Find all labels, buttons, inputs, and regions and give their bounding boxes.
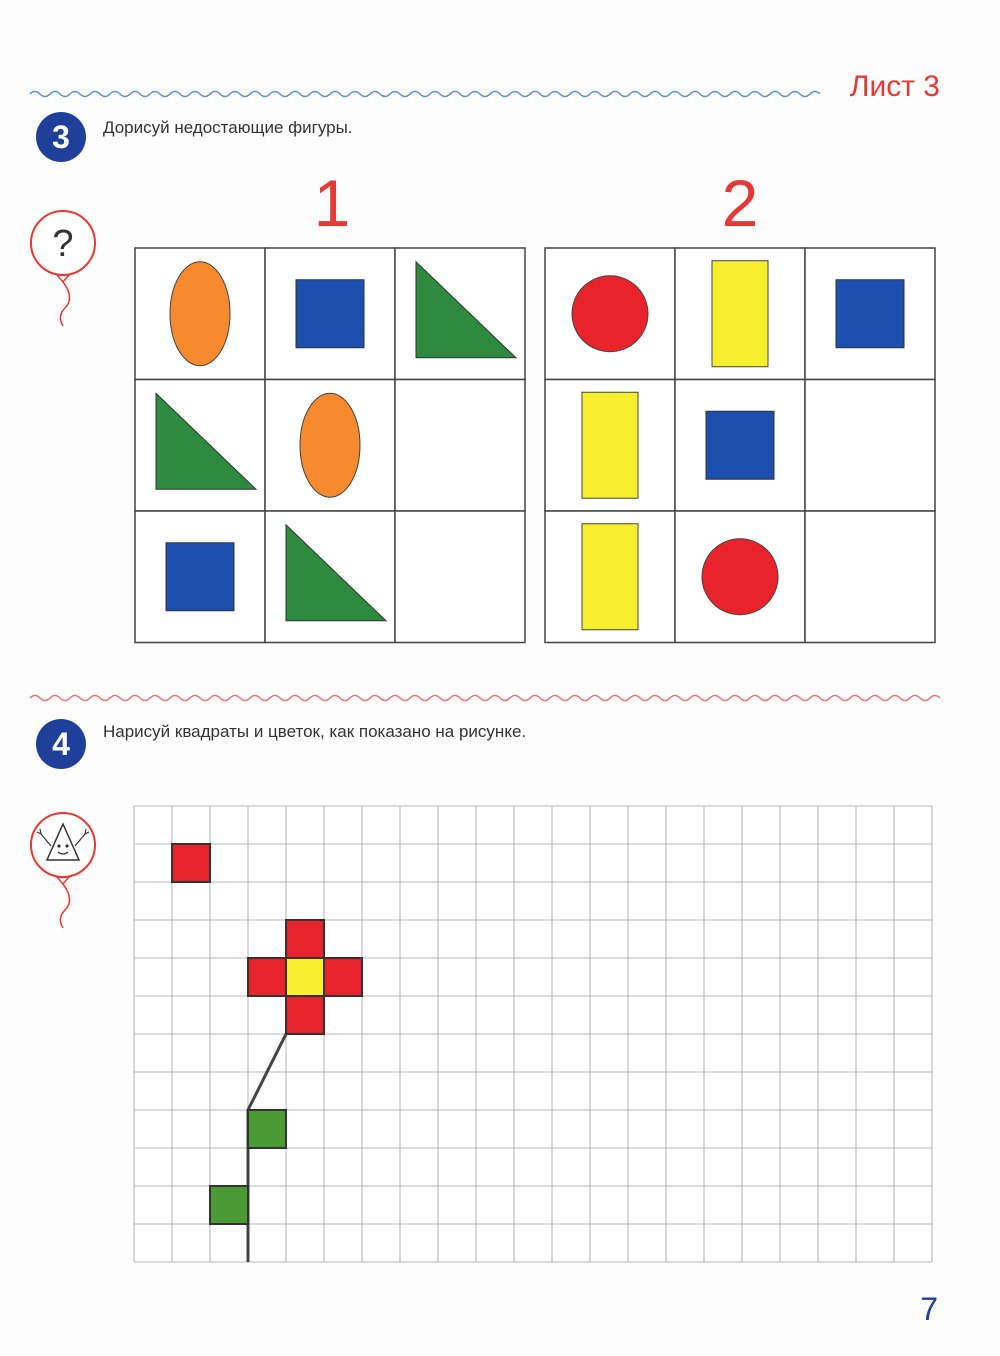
grid-2-label: 2 bbox=[721, 166, 759, 240]
sheet-label: Лист 3 bbox=[849, 70, 940, 103]
red-filled-square bbox=[286, 920, 324, 958]
task-number-badge: 3 bbox=[36, 112, 86, 162]
red-circle-shape bbox=[572, 276, 648, 352]
middle-divider bbox=[30, 692, 935, 704]
svg-text:?: ? bbox=[52, 223, 74, 265]
yellow-rectangle-shape bbox=[582, 524, 638, 630]
yellow-filled-square bbox=[286, 958, 324, 996]
yellow-rectangle-shape bbox=[712, 261, 768, 367]
red-circle-shape bbox=[702, 539, 778, 615]
question-balloon-icon bbox=[25, 208, 105, 328]
red-filled-square bbox=[286, 996, 324, 1034]
green-filled-square bbox=[210, 1186, 248, 1224]
green-filled-square bbox=[248, 1110, 286, 1148]
blue-square-shape bbox=[166, 543, 234, 611]
red-filled-square bbox=[172, 844, 210, 882]
page-number: 7 bbox=[920, 1291, 938, 1327]
triangle-character-balloon-icon bbox=[25, 810, 105, 930]
shape-grid-2 bbox=[544, 247, 936, 645]
top-divider bbox=[30, 88, 820, 100]
empty-cell[interactable] bbox=[395, 380, 525, 512]
red-filled-square bbox=[248, 958, 286, 996]
red-filled-square bbox=[324, 958, 362, 996]
square-grid bbox=[134, 806, 934, 1256]
orange-ellipse-shape bbox=[170, 262, 230, 366]
blue-square-shape bbox=[296, 280, 364, 348]
blue-square-shape bbox=[706, 411, 774, 479]
empty-cell[interactable] bbox=[805, 511, 935, 643]
task-instruction: Нарисуй квадраты и цветок, как показано на рисунке. bbox=[103, 722, 527, 741]
task-instruction: Дорисуй недостающие фигуры. bbox=[103, 118, 353, 137]
empty-cell[interactable] bbox=[395, 511, 525, 643]
yellow-rectangle-shape bbox=[582, 392, 638, 498]
grid-1-label: 1 bbox=[313, 166, 351, 240]
task-number-badge: 4 bbox=[36, 719, 86, 769]
orange-ellipse-shape bbox=[300, 393, 360, 497]
shape-grid-1 bbox=[134, 247, 526, 645]
blue-square-shape bbox=[836, 280, 904, 348]
empty-cell[interactable] bbox=[805, 380, 935, 512]
